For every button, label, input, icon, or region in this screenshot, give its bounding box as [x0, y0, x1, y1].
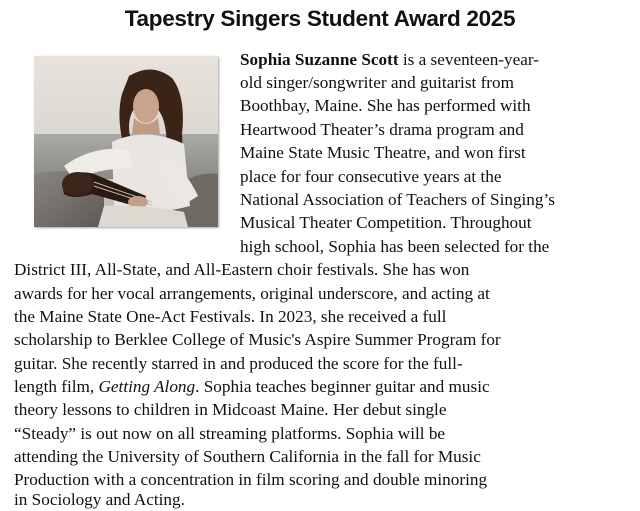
bio-line-19: Production with a concentration in film scoring and double minoring — [14, 470, 488, 489]
bio-line-20: in Sociology and Acting. — [14, 490, 185, 509]
student-portrait-photo — [34, 56, 218, 227]
portrait-photo-icon — [34, 56, 218, 227]
bio-line-5: Maine State Music Theatre, and won first — [240, 143, 526, 162]
bio-line-12: the Maine State One-Act Festivals. In 2023, she received a full — [14, 307, 447, 326]
bio-line-6: place for four consecutive years at the — [240, 167, 502, 186]
bio-line-4: Heartwood Theater’s drama program and — [240, 120, 524, 139]
award-title: Tapestry Singers Student Award 2025 — [124, 6, 516, 31]
bio-line-11: awards for her vocal arrangements, original underscore, and acting at — [14, 284, 490, 303]
film-title: Getting Along — [98, 377, 196, 396]
bio-line-10: District III, All-State, and All-Eastern choir festivals. She has won — [14, 260, 470, 279]
bio-text: . Sophia teaches beginner guitar and music — [195, 377, 490, 396]
bio-line-15 — [14, 377, 490, 397]
bio-line-18: attending the University of Southern California in the fall for Music — [14, 447, 481, 466]
bio-text: is a seventeen-year- — [398, 50, 539, 69]
bio-line-9: high school, Sophia has been selected for the — [240, 237, 550, 256]
bio-line-17: “Steady” is out now on all streaming platforms. Sophia will be — [14, 424, 446, 443]
bio-line-2: old singer/songwriter and guitarist from — [240, 73, 514, 92]
bio-line-14: guitar. She recently starred in and produced the score for the full- — [14, 354, 463, 373]
student-name: Sophia Suzanne Scott — [240, 50, 399, 69]
bio-line-1 — [240, 50, 539, 70]
bio-line-16: theory lessons to children in Midcoast Maine. Her debut single — [14, 400, 447, 419]
bio-line-13: scholarship to Berklee College of Music's Aspire Summer Program for — [14, 330, 501, 349]
bio-line-8: Musical Theater Competition. Throughout — [240, 213, 532, 232]
bio-line-7: National Association of Teachers of Singing’s — [240, 190, 555, 209]
bio-line-3: Boothbay, Maine. She has performed with — [240, 96, 531, 115]
bio-text: length film, — [14, 377, 99, 396]
